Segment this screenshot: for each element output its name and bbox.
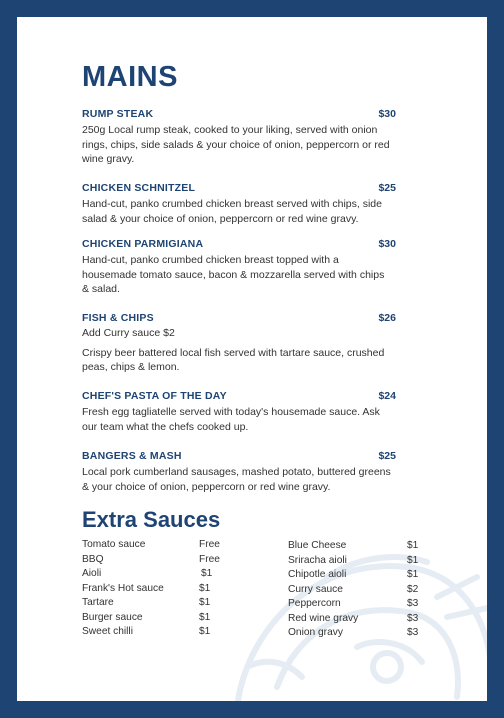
menu-item-chefs-pasta: [82, 389, 394, 434]
menu-item-chicken-schnitzel: [82, 181, 394, 226]
sauce-row: [288, 612, 428, 627]
sauce-row: [288, 568, 428, 583]
sauce-row: [82, 625, 232, 640]
sauce-price: $1: [407, 569, 419, 580]
sauce-name: Chipotle aioli: [288, 569, 347, 580]
sauce-name: Burger sauce: [82, 611, 143, 623]
item-description: Hand-cut, panko crumbed chicken breast topped with a housemade tomato sauce, bacon & mozzarella served with chips & salad.: [82, 254, 385, 296]
sauce-row: [288, 583, 428, 598]
sauces-right-column: [288, 539, 428, 641]
item-name: BANGERS & MASH: [82, 450, 182, 462]
sauce-name: Tartare: [82, 597, 114, 608]
sauce-name: Peppercorn: [288, 598, 341, 609]
mains-heading: MAINS: [82, 61, 178, 93]
sauce-price: $1: [199, 626, 211, 637]
item-name: CHICKEN PARMIGIANA: [82, 238, 204, 250]
sauces-left-column: [82, 538, 232, 640]
sauce-price: $1: [199, 611, 211, 623]
sauce-row: [82, 611, 232, 626]
menu-item-chicken-parmigiana: [82, 237, 394, 297]
sauce-price: $3: [407, 627, 419, 638]
item-name: CHEF'S PASTA OF THE DAY: [82, 390, 227, 402]
item-name: CHICKEN SCHNITZEL: [82, 182, 196, 194]
sauce-row: [82, 538, 232, 553]
item-description: Local pork cumberland sausages, mashed potato, buttered greens & your choice of onion, peppercorn or red wine gravy.: [82, 466, 391, 493]
sauce-name: Sweet chilli: [82, 626, 133, 637]
menu-item-rump-steak: [82, 107, 394, 167]
item-price: $25: [378, 182, 396, 194]
sauce-row: [288, 554, 428, 569]
menu-page: [17, 17, 487, 701]
sauce-name: Sriracha aioli: [288, 554, 347, 566]
sauce-price: $3: [407, 598, 419, 609]
menu-item-fish-and-chips: [82, 311, 394, 375]
sauce-row: [288, 539, 428, 554]
item-description: Fresh egg tagliatelle served with today's housemade sauce. Ask our team what the chefs cooked up.: [82, 406, 380, 433]
sauce-price: Free: [199, 553, 220, 565]
sauce-row: [82, 553, 232, 568]
item-description: 250g Local rump steak, cooked to your liking, served with onion rings, chips, side salads & your choice of onion, peppercorn or red wine gravy.: [82, 124, 390, 166]
sauce-name: Aioli: [82, 568, 102, 579]
item-price: $26: [378, 312, 396, 324]
sauce-name: Red wine gravy: [288, 612, 359, 624]
item-name: FISH & CHIPS: [82, 312, 154, 324]
sauce-name: Onion gravy: [288, 627, 343, 638]
sauce-price: $1: [199, 597, 211, 608]
item-description: Crispy beer battered local fish served with tartare sauce, crushed peas, chips & lemon.: [82, 346, 385, 374]
sauce-price: $1: [201, 568, 213, 579]
item-price: $30: [378, 238, 396, 250]
sauce-name: BBQ: [82, 553, 104, 565]
sauce-name: Tomato sauce: [82, 539, 146, 550]
item-price: $25: [378, 450, 396, 462]
sauce-row: [82, 596, 232, 611]
sauce-price: $1: [407, 540, 419, 551]
extra-sauces-heading: Extra Sauces: [82, 507, 221, 532]
sauce-price: $1: [407, 554, 419, 566]
sauce-price: $1: [199, 582, 211, 594]
item-addon: Add Curry sauce $2: [82, 327, 175, 339]
sauce-row: [288, 626, 428, 641]
sauce-price: $2: [407, 583, 419, 595]
sauce-name: Curry sauce: [288, 583, 343, 595]
sauce-price: $3: [407, 612, 419, 624]
sauce-name: Frank's Hot sauce: [82, 582, 164, 594]
sauce-name: Blue Cheese: [288, 540, 347, 551]
sauce-row: [288, 597, 428, 612]
sauce-price: Free: [199, 539, 220, 550]
sauce-row: [82, 582, 232, 597]
sauce-row: [82, 567, 232, 582]
item-description: Hand-cut, panko crumbed chicken breast served with chips, side salad & your choice of onion, peppercorn or red wine gravy.: [82, 198, 382, 225]
menu-item-bangers-and-mash: [82, 449, 394, 494]
item-price: $24: [378, 390, 396, 402]
item-name: RUMP STEAK: [82, 108, 154, 120]
item-price: $30: [378, 108, 396, 120]
